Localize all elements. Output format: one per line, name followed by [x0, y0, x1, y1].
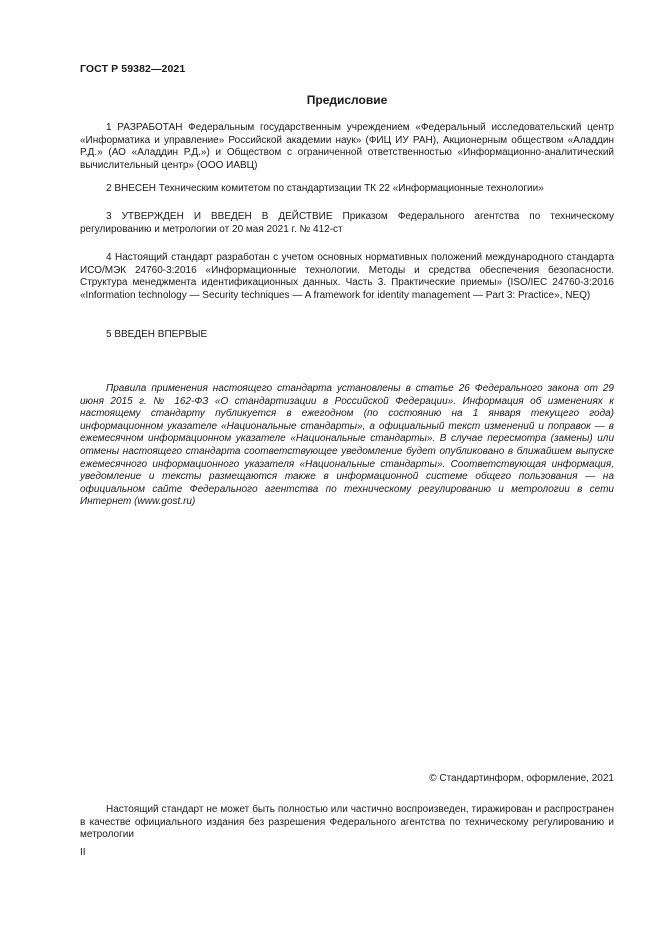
preface-item-1: 1 РАЗРАБОТАН Федеральным государственным учреждением «Федеральный исследовательский центр «Информатика и управление» Российской академии наук» (ФИЦ ИУ РАН), Акционерным обществом «Аладдин Р.Д.» (АО «Аладдин Р.Д.») и Обществом с ограниченной ответственностью «Информационно-аналитический вычислительный центр» (ООО ИАВЦ) [80, 122, 614, 171]
preface-item-2: 2 ВНЕСЕН Техническим комитетом по стандартизации ТК 22 «Информационные технологии» [106, 183, 544, 194]
preface-item-4: 4 Настоящий стандарт разработан с учетом основных нормативных положений международного стандарта ИСО/МЭК 24760-3:2016 «Информационные технологии. Методы и средства обеспечения безопасности. Структура менеджмента идентификационных данных. Часть 3. Практические приемы» (ISO/IEC 24760-3:2016 «Information technology — Security techniques — A framework for identity management — Part 3: Practice», NEQ) [80, 252, 614, 301]
preface-item-3: 3 УТВЕРЖДЕН И ВВЕДЕН В ДЕЙСТВИЕ Приказом Федерального агентства по техническому регулированию и метрологии от 20 мая 2021 г. № 412-ст [80, 211, 614, 235]
page-number: II [80, 847, 86, 858]
section-title: Предисловие [306, 93, 388, 107]
standard-code-header: ГОСТ Р 59382—2021 [80, 63, 186, 75]
preface-item-5: 5 ВВЕДЕН ВПЕРВЫЕ [106, 329, 208, 340]
application-rules-notice: Правила применения настоящего стандарта установлены в статье 26 Федерального закона от 29 июня 2015 г. № 162-ФЗ «О стандартизации в Российской Федерации». Информация об изменениях к настоящему стандарту публикуется в ежегодном (по состоянию на 1 января текущего года) информационном указателе «Национальные стандарты», а официальный текст изменений и поправок — в ежемесячном информационном указателе «Национальные стандарты». В случае пересмотра (замены) или отмены настоящего стандарта соответствующее уведомление будет опубликовано в ближайшем выпуске ежемесячного информационного указателя «Национальные стандарты». Соответствующая информация, уведомление и тексты размещаются также в информационной системе общего пользования — на официальном сайте Федерального агентства по техническому регулированию и метрологии в сети Интернет (www.gost.ru) [80, 383, 614, 508]
reproduction-notice: Настоящий стандарт не может быть полностью или частично воспроизведен, тиражирован и распространен в качестве официального издания без разрешения Федерального агентства по техническому регулированию и метрологии [80, 804, 614, 841]
copyright-notice: © Стандартинформ, оформление, 2021 [429, 773, 614, 784]
